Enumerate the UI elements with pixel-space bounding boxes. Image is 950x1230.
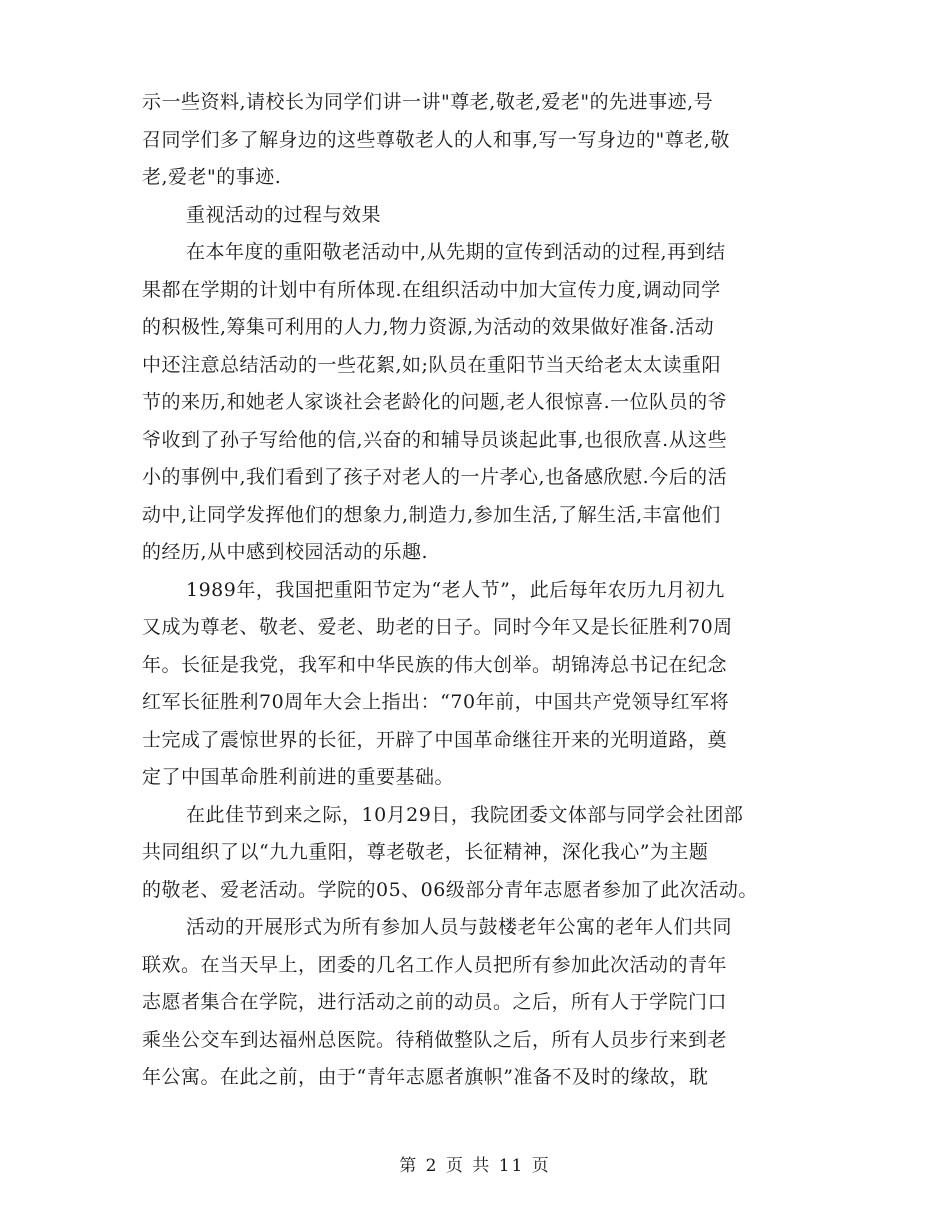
text-line: 联欢。在当天早上，团委的几名工作人员把所有参加此次活动的青年: [142, 953, 728, 976]
document-body: [142, 84, 822, 1097]
text-line: 果都在学期的计划中有所体现.在组织活动中加大宣传力度,调动同学: [142, 278, 721, 301]
paragraph: [142, 234, 822, 572]
paragraph: [142, 572, 822, 797]
text-line: 示一些资料,请校长为同学们讲一讲"尊老,敬老,爱老"的先进事迹,号: [142, 91, 714, 113]
text-line: 定了中国革命胜利前进的重要基础。: [142, 766, 455, 788]
text-line: 节的来历,和她老人家谈社会老龄化的问题,老人很惊喜.一位队员的爷: [142, 391, 728, 413]
text-line: 在本年度的重阳敬老活动中,从先期的宣传到活动的过程,再到结: [186, 241, 726, 263]
page-footer: 第 2 页 共 11 页: [399, 1156, 551, 1176]
text-line: 乘坐公交车到达福州总医院。待稍做整队之后，所有人员步行来到老: [142, 1028, 728, 1051]
text-line: 动中,让同学发挥他们的想象力,制造力,参加生活,了解生活,丰富他们: [142, 503, 721, 526]
text-line: 志愿者集合在学院，进行活动之前的动员。之后，所有人于学院门口: [142, 991, 728, 1013]
paragraph: [142, 197, 822, 235]
text-line: 红军长征胜利70周年大会上指出：“70年前，中国共产党领导红军将: [142, 691, 730, 713]
text-line: 爷收到了孙子写给他的信,兴奋的和辅导员谈起此事,也很欣喜.从这些: [142, 428, 728, 451]
paragraph: [142, 797, 822, 910]
text-line: 士完成了震惊世界的长征，开辟了中国革命继往开来的光明道路，奠: [142, 728, 728, 751]
text-line: 的敬老、爱老活动。学院的05、06级部分青年志愿者参加了此次活动。: [142, 878, 758, 901]
text-line: 1989年，我国把重阳节定为“老人节”，此后每年农历九月初九: [186, 578, 725, 601]
text-line: 年。长征是我党，我军和中华民族的伟大创举。胡锦涛总书记在纪念: [142, 653, 728, 676]
text-line: 小的事例中,我们看到了孩子对老人的一片孝心,也备感欣慰.今后的活: [142, 466, 728, 488]
text-line: 中还注意总结活动的一些花絮,如;队员在重阳节当天给老太太读重阳: [142, 353, 721, 376]
paragraph: [142, 84, 822, 197]
text-line: 召同学们多了解身边的这些尊敬老人的人和事,写一写身边的"尊老,敬: [142, 128, 730, 151]
paragraph: [142, 909, 822, 1097]
text-line: 的经历,从中感到校园活动的乐趣.: [142, 541, 429, 563]
text-line: 的积极性,筹集可利用的人力,物力资源,为活动的效果做好准备.活动: [142, 316, 715, 338]
text-line: 年公寓。在此之前，由于“青年志愿者旗帜”准备不及时的缘故，耽: [142, 1066, 709, 1088]
text-line: 又成为尊老、敬老、爱老、助老的日子。同时今年又是长征胜利70周: [142, 616, 733, 638]
text-line: 共同组织了以“九九重阳，尊老敬老，长征精神，深化我心”为主题: [142, 841, 709, 863]
text-line: 在此佳节到来之际，10月29日，我院团委文体部与同学会社团部: [186, 803, 744, 826]
text-line: 老,爱老"的事迹.: [142, 166, 282, 188]
text-line: 活动的开展形式为所有参加人员与鼓楼老年公寓的老年人们共同: [186, 916, 733, 938]
text-line: 重视活动的过程与效果: [186, 203, 382, 226]
